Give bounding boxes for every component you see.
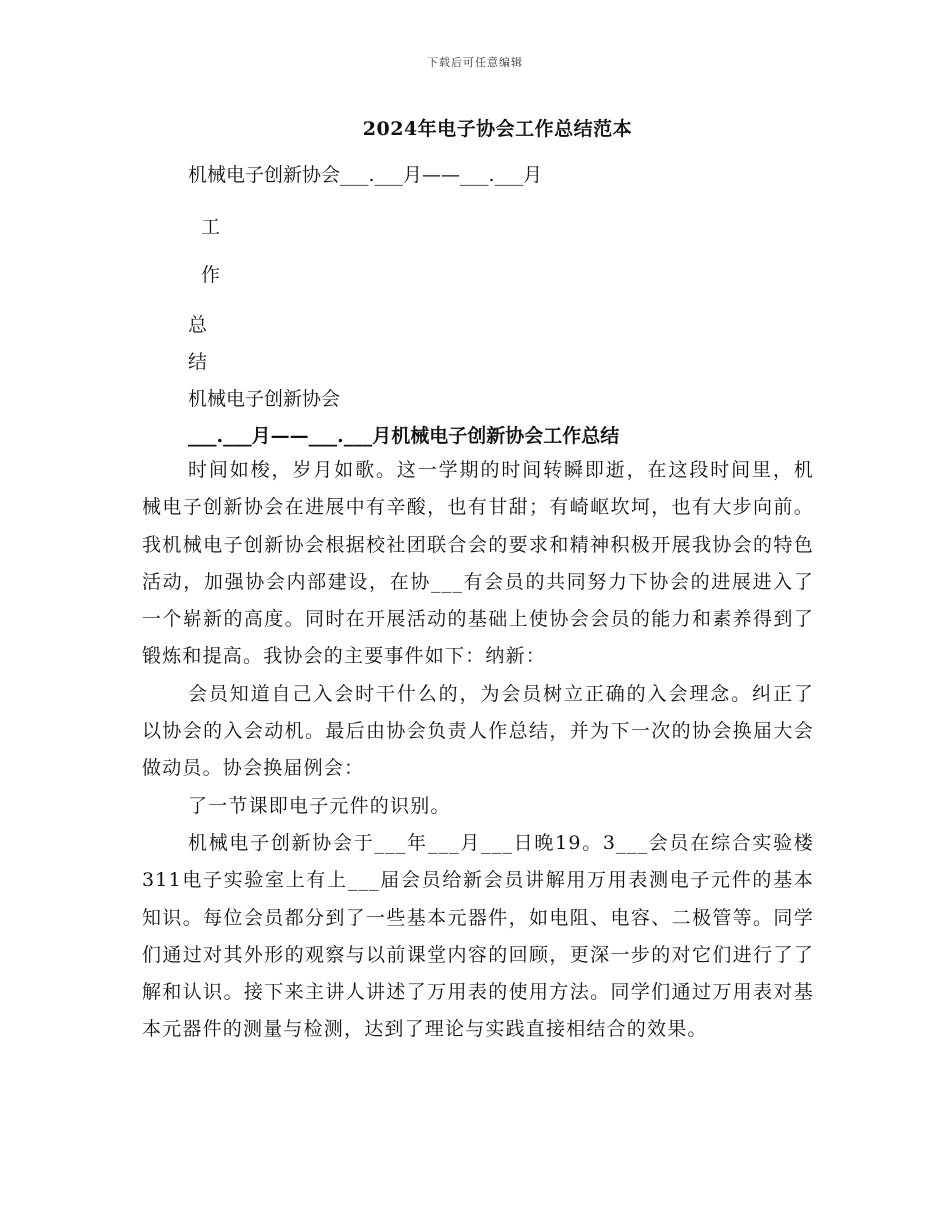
org-name: 机械电子创新协会 — [188, 388, 341, 410]
vertical-char-1: 工 — [201, 216, 221, 238]
paragraph-1: 时间如梭，岁月如歌。这一学期的时间转瞬即逝，在这段时间里，机械电子创新协会在进展中有辛酸，也有甘甜；有崎岖坎坷，也有大步向前。我机械电子创新协会根据校社团联合会的要求和精神积极开展我协会的特色活动，加强协会内部建设，在协___有会员的共同努力下协会的进展进入了一个崭新的高度。同时在开展活动的基础上使协会会员的能力和素养得到了锻炼和提高。我协会的主要事件如下：纳新： — [142, 459, 814, 668]
vertical-char-3: 总 — [188, 314, 208, 336]
section-heading: ___.___月——___.___月机械电子创新协会工作总结 — [188, 425, 620, 447]
paragraph-3: 了一节课即电子元件的识别。 — [188, 794, 451, 817]
vertical-char-4: 结 — [188, 351, 208, 373]
download-note: 下载后可任意编辑 — [427, 56, 523, 69]
paragraph-2: 会员知道自己入会时干什么的，为会员树立正确的入会理念。纠正了以协会的入会动机。最后由协会负责人作总结，并为下一次的协会换届大会做动员。协会换届例会： — [142, 682, 814, 780]
paragraph-4: 机械电子创新协会于___年___月___日晚19。3___会员在综合实验楼311电子实验室上有上___届会员给新会员讲解用万用表测电子元件的基本知识。每位会员都分到了一些基本元器件，如电阻、电容、二极管等。同学们通过对其外形的观察与以前课堂内容的回顾，更深一步的对它们进行了了解和认识。接下来主讲人讲述了万用表的使用方法。同学们通过万用表对基本元器件的测量与检测，达到了理论与实践直接相结合的效果。 — [142, 831, 814, 1041]
vertical-char-2: 作 — [201, 264, 221, 286]
subtitle-line: 机械电子创新协会___.___月——___.___月 — [188, 164, 543, 186]
document-title: 2024年电子协会工作总结范本 — [362, 118, 633, 140]
body-text — [142, 452, 814, 1049]
